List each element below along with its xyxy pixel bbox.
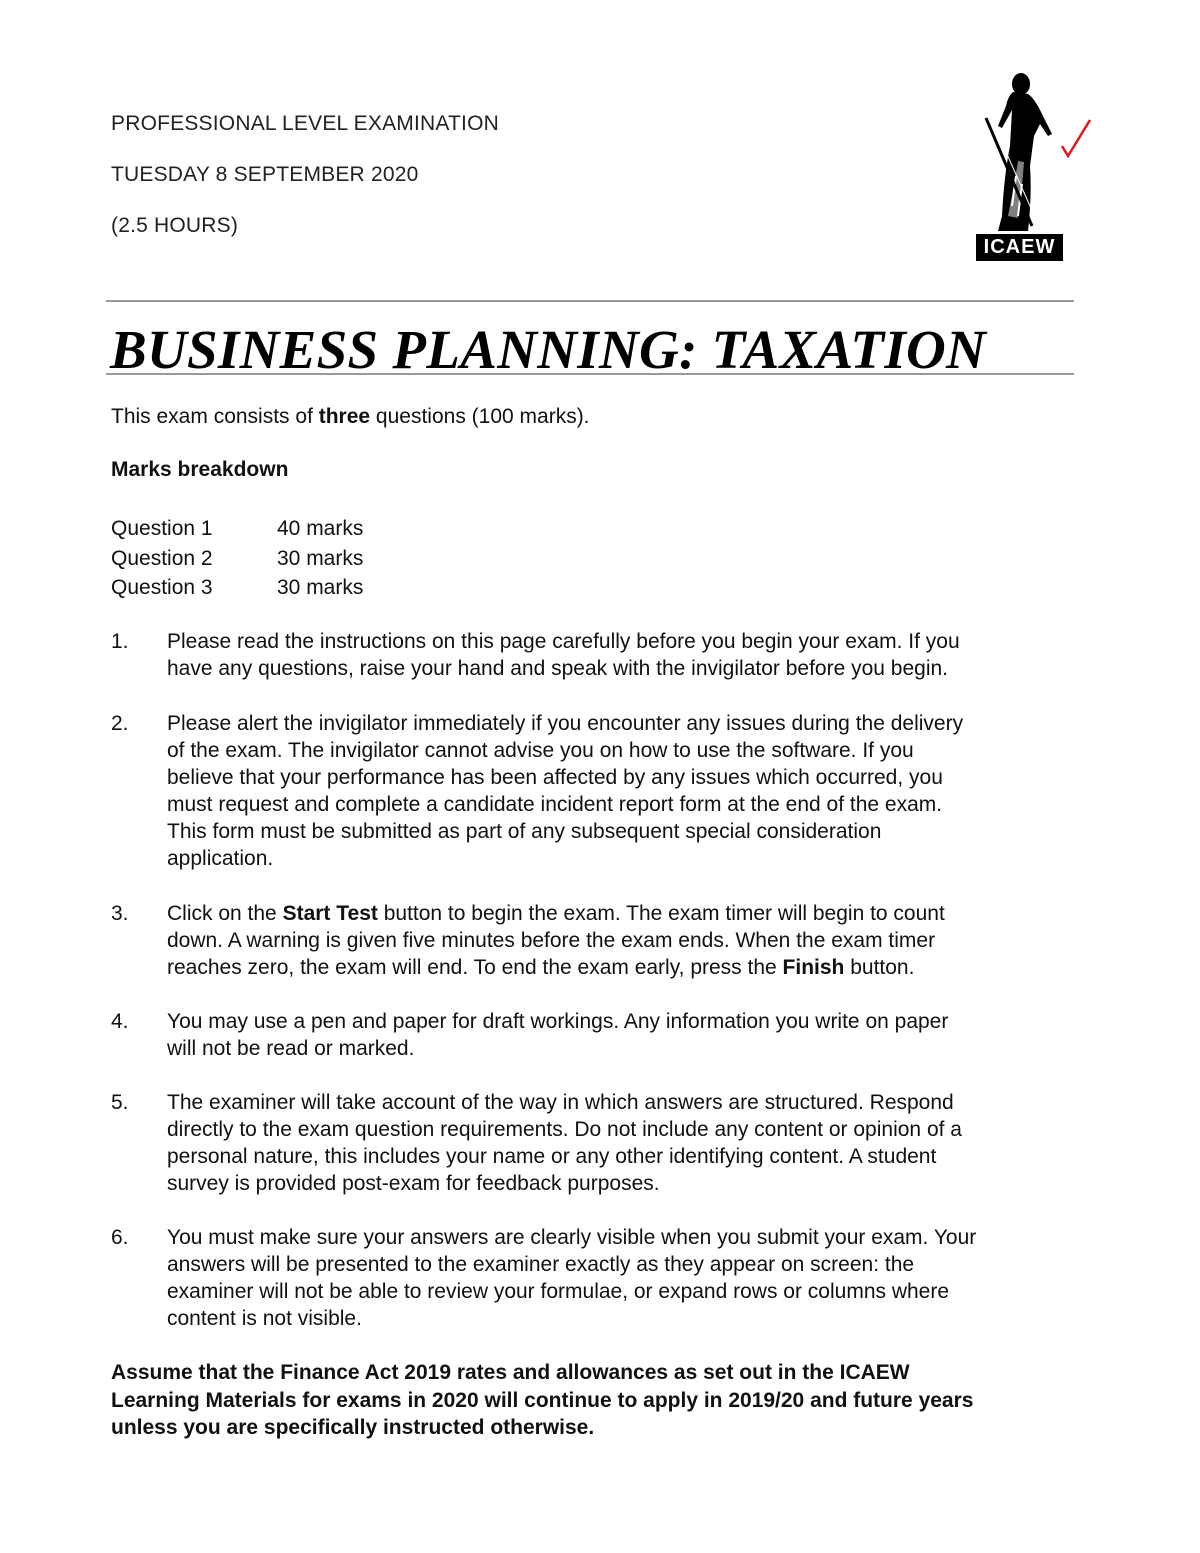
- logo-wordmark: ICAEW: [976, 234, 1063, 261]
- intro-count: three: [318, 405, 371, 428]
- marks-heading: Marks breakdown: [111, 458, 289, 481]
- start-test-label: Start Test: [282, 902, 378, 925]
- title-rule-bottom: [106, 373, 1074, 375]
- exam-intro: This exam consists of three questions (100 marks).: [111, 405, 590, 428]
- marks-row: Question 2 30 marks: [111, 546, 364, 570]
- marks-row: Question 3 30 marks: [111, 576, 364, 599]
- icaew-logo: [968, 66, 1098, 266]
- marks-row: Question 1 40 marks: [111, 517, 364, 540]
- exam-date: TUESDAY 8 SEPTEMBER 2020: [111, 163, 419, 186]
- exam-duration: (2.5 HOURS): [111, 214, 239, 237]
- finance-act-note: Assume that the Finance Act 2019 rates and allowances as set out in the ICAEW Learning Materials for exams in 2020 will continue to apply in 2019/20 and future years unless you are specifically instructed otherwise.: [111, 1361, 974, 1439]
- title-rule-top: [106, 300, 1074, 302]
- icaew-statue-logo-icon: [968, 66, 1098, 236]
- exam-cover-page: PROFESSIONAL LEVEL EXAMINATION TUESDAY 8 SEPTEMBER 2020 (2.5 HOURS) ICAEW BUSINESS PLANNING: TAXATION This exam consists of three questions (100 marks). Marks breakdown Question 1 40 marks Question 2 30 marks Question 3 30 marks 1. Please read the instructions on this page carefully before you begin your exam. If you have any questions, raise your hand and speak with the invigilator before you begin. 2. Please alert the invigilator immediately if you encounter any issues during the delivery of the exam. The invigilator cannot advise you on how to use the software. If you believe that your performance has been affected by any issues which occurred, you must request and complete a candidate incident report form at the end of the exam. This form must be submitted as part of any subsequent special consideration application. 3. Click on the Start Test button to begin the exam. The exam timer will begin to count down. A warning is given five minutes before the exam ends. When the exam timer reaches zero, the exam will end. To end the exam early, press the Finish button. 4. You may use a pen and paper for draft workings. Any information you write on paper will not be read or marked. 5. The examiner will take account of the way in which answers are structured. Respond directly to the exam question requirements. Do not include any content or opinion of a personal nature, this includes your name or any other identifying content. A student survey is provided post-exam for feedback purposes. 6. You must make sure your answers are clearly visible when you submit your exam. Your answers will be presented to the examiner exactly as they appear on screen: the examiner will not be able to review your formulae, or expand rows or columns where content is not visible. Assume that the Finance Act 2019 rates and allowances as set out in the ICAEW Learning Materials for exams in 2020 will continue to apply in 2019/20 and future years unless you are specifically instructed otherwise.: [0, 0, 1200, 1553]
- exam-level: PROFESSIONAL LEVEL EXAMINATION: [111, 112, 499, 135]
- exam-title: BUSINESS PLANNING: TAXATION: [110, 319, 987, 380]
- marks-table: [111, 514, 363, 603]
- finish-label: Finish: [782, 956, 845, 979]
